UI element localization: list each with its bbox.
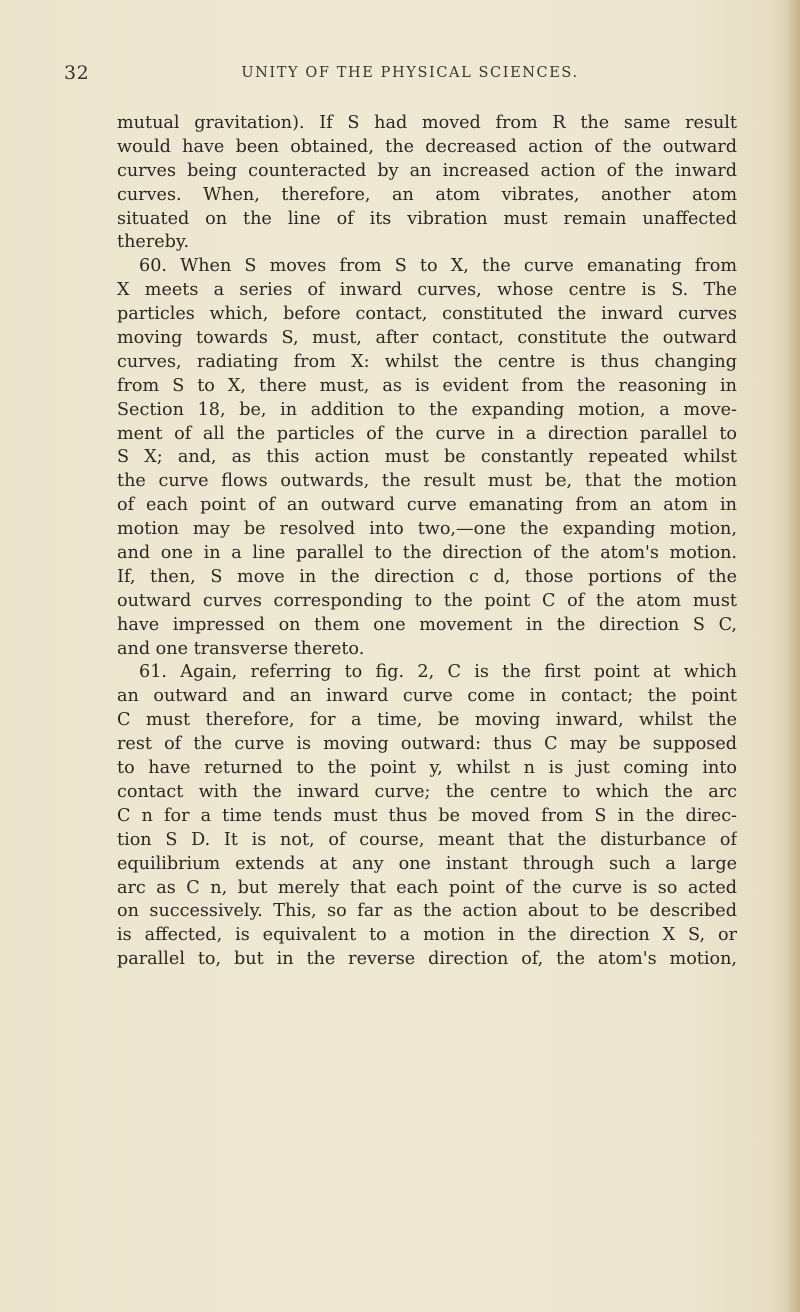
- text-line: have impressed on them one movement in the direction S C,: [117, 614, 737, 635]
- text-line: tion S D. It is not, of course, meant that the disturbance of: [117, 829, 737, 850]
- text-line: arc as C n, but merely that each point of the curve is so acted: [117, 877, 737, 898]
- text-line: an outward and an inward curve come in contact; the point: [117, 686, 737, 707]
- text-line: thereby.: [117, 232, 190, 253]
- text-line: parallel to, but in the reverse direction of, the atom's motion,: [117, 949, 737, 970]
- text-line: ment of all the particles of the curve in a direction parallel to: [117, 423, 737, 444]
- paragraph-60-start: 60. When S moves from S to X, the curve emanating from: [139, 256, 737, 277]
- text-line: moving towards S, must, after contact, constitute the outward: [117, 328, 737, 349]
- text-line: X meets a series of inward curves, whose centre is S. The: [117, 280, 737, 301]
- text-line: particles which, before contact, constituted the inward curves: [117, 304, 737, 325]
- text-line: contact with the inward curve; the centre to which the arc: [117, 781, 737, 802]
- page-number: 32: [64, 62, 90, 84]
- text-line: motion may be resolved into two,—one the expanding motion,: [117, 519, 737, 540]
- text-line: curves being counteracted by an increased action of the inward: [117, 160, 737, 181]
- text-line: C n for a time tends must thus be moved from S in the direc-: [117, 805, 737, 826]
- text-line: and one in a line parallel to the direction of the atom's motion.: [117, 543, 737, 564]
- text-line: C must therefore, for a time, be moving inward, whilst the: [117, 710, 737, 731]
- text-line: and one transverse thereto.: [117, 638, 365, 659]
- text-line: situated on the line of its vibration must remain unaffected: [117, 208, 737, 229]
- text-line: S X; and, as this action must be constantly repeated whilst: [117, 447, 737, 468]
- paragraph-61-start: 61. Again, referring to fig. 2, C is the first point at which: [139, 662, 737, 683]
- page-edge-shadow: [786, 0, 800, 1312]
- text-line: would have been obtained, the decreased action of the outward: [117, 136, 737, 157]
- text-line: mutual gravitation). If S had moved from R the same result: [117, 113, 737, 133]
- text-line: on successively. This, so far as the action about to be described: [117, 901, 737, 922]
- text-line: curves, radiating from X: whilst the centre is thus changing: [117, 351, 737, 372]
- text-line: from S to X, there must, as is evident from the reasoning in: [117, 375, 737, 396]
- body-text: [117, 112, 737, 972]
- page-header: [0, 62, 800, 92]
- text-line: If, then, S move in the direction c d, those portions of the: [117, 566, 737, 587]
- text-line: the curve flows outwards, the result must be, that the motion: [117, 471, 737, 492]
- text-line: equilibrium extends at any one instant through such a large: [117, 853, 737, 874]
- text-line: is affected, is equivalent to a motion in the direction X S, or: [117, 925, 737, 946]
- text-line: curves. When, therefore, an atom vibrates, another atom: [117, 184, 737, 205]
- text-line: outward curves corresponding to the point C of the atom must: [117, 590, 737, 611]
- text-line: Section 18, be, in addition to the expanding motion, a move-: [117, 399, 737, 420]
- text-line: to have returned to the point y, whilst n is just coming into: [117, 758, 737, 779]
- running-head: UNITY OF THE PHYSICAL SCIENCES.: [241, 65, 579, 81]
- text-line: of each point of an outward curve emanating from an atom in: [117, 495, 737, 516]
- text-line: rest of the curve is moving outward: thus C may be supposed: [117, 734, 737, 755]
